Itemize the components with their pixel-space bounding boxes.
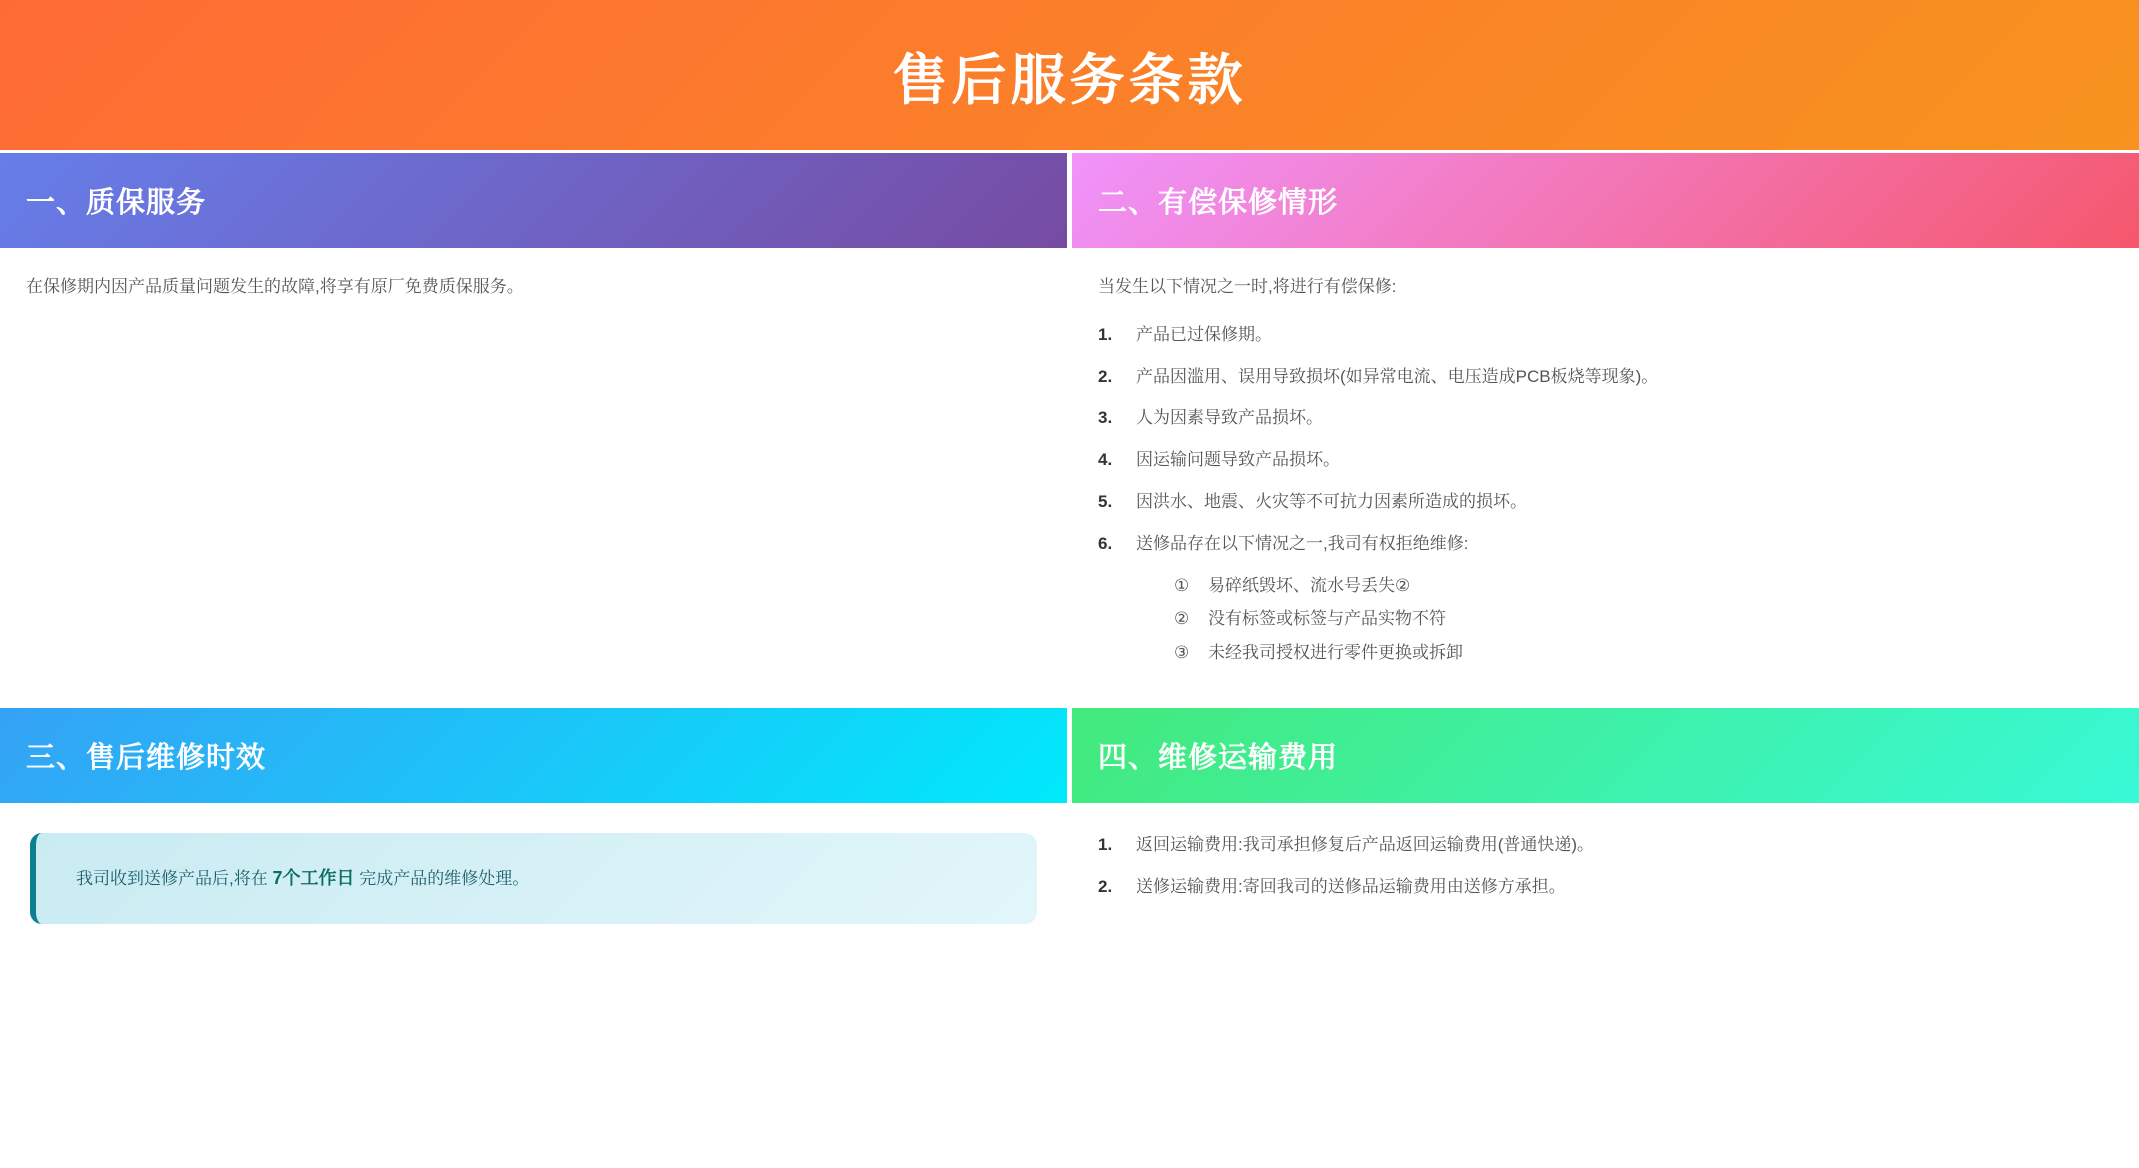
section-warranty-header <box>0 153 1067 248</box>
sections-grid <box>0 153 2139 1168</box>
section-paid-repair <box>1072 153 2139 704</box>
warranty-paragraph: 在保修期内因产品质量问题发生的故障,将享有原厂免费质保服务。 <box>26 277 524 296</box>
section-repair-time-header <box>0 708 1067 803</box>
list-item-number: 5. <box>1098 491 1113 511</box>
paid-repair-item-1 <box>1098 323 2109 347</box>
section-shipping-cost-header <box>1072 708 2139 803</box>
list-item-number: 3. <box>1098 408 1113 428</box>
shipping-item-1 <box>1098 833 2109 857</box>
shipping-item-2 <box>1098 875 2109 899</box>
list-item-text: 返回运输费用:我司承担修复后产品返回运输费用(普通快递)。 <box>1136 835 1595 854</box>
section-shipping-cost <box>1072 708 2139 1168</box>
section-warranty-title: 一、质保服务 <box>26 187 207 219</box>
section-warranty-body <box>0 248 1067 299</box>
list-item-text: 送修品存在以下情况之一,我司有权拒绝维修: <box>1136 533 1469 553</box>
list-item-text: 因洪水、地震、火灾等不可抗力因素所造成的损坏。 <box>1136 491 1527 511</box>
section-paid-repair-body <box>1072 248 2139 675</box>
refusal-item-2 <box>1174 607 2109 631</box>
list-item-number: 4. <box>1098 450 1113 470</box>
section-shipping-cost-title: 四、维修运输费用 <box>1098 742 1339 774</box>
circled-number: ③ <box>1174 643 1190 663</box>
circled-number: ① <box>1174 575 1190 595</box>
list-item-number: 2. <box>1098 366 1113 386</box>
section-repair-time-title: 三、售后维修时效 <box>26 742 267 774</box>
list-item-number: 6. <box>1098 533 1113 553</box>
list-item-text: 人为因素导致产品损坏。 <box>1136 408 1323 428</box>
paid-repair-item-5 <box>1098 490 2109 514</box>
list-item-text: 易碎纸毁坏、流水号丢失② <box>1208 575 1411 595</box>
section-repair-time <box>0 708 1067 1168</box>
section-paid-repair-title: 二、有偿保修情形 <box>1098 187 1339 219</box>
circled-number: ② <box>1174 609 1190 629</box>
refusal-item-3 <box>1174 641 2109 665</box>
page-title: 售后服务条款 <box>892 48 1247 111</box>
repair-time-highlight-box <box>30 833 1037 924</box>
list-item-text: 没有标签或标签与产品实物不符 <box>1208 609 1446 629</box>
page-header <box>0 0 2139 150</box>
paid-repair-intro: 当发生以下情况之一时,将进行有偿保修: <box>1098 277 1397 296</box>
list-item-number: 1. <box>1098 835 1113 854</box>
list-item-text: 送修运输费用:寄回我司的送修品运输费用由送修方承担。 <box>1136 876 1566 896</box>
section-paid-repair-header <box>1072 153 2139 248</box>
list-item-text: 产品已过保修期。 <box>1136 324 1272 344</box>
paid-repair-item-4 <box>1098 448 2109 472</box>
list-item-number: 2. <box>1098 876 1113 896</box>
repair-time-text <box>76 866 997 891</box>
paid-repair-item-6 <box>1098 532 2109 556</box>
list-item-text: 因运输问题导致产品损坏。 <box>1136 450 1340 470</box>
repair-time-text-before: 我司收到送修产品后,将在 <box>76 869 273 888</box>
list-item-text: 未经我司授权进行零件更换或拆卸 <box>1208 643 1463 663</box>
paid-repair-item-2 <box>1098 365 2109 389</box>
section-repair-time-body <box>0 803 1067 924</box>
paid-repair-item-3 <box>1098 406 2109 430</box>
refusal-sublist <box>1174 574 2109 665</box>
section-shipping-cost-body <box>1072 803 2139 917</box>
list-item-text: 产品因滥用、误用导致损坏(如异常电流、电压造成PCB板烧等现象)。 <box>1136 366 1659 386</box>
list-item-number: 1. <box>1098 324 1113 344</box>
repair-time-text-after: 完成产品的维修处理。 <box>354 869 530 888</box>
refusal-item-1 <box>1174 574 2109 598</box>
section-warranty <box>0 153 1067 704</box>
repair-time-emphasis: 7个工作日 <box>272 868 355 888</box>
